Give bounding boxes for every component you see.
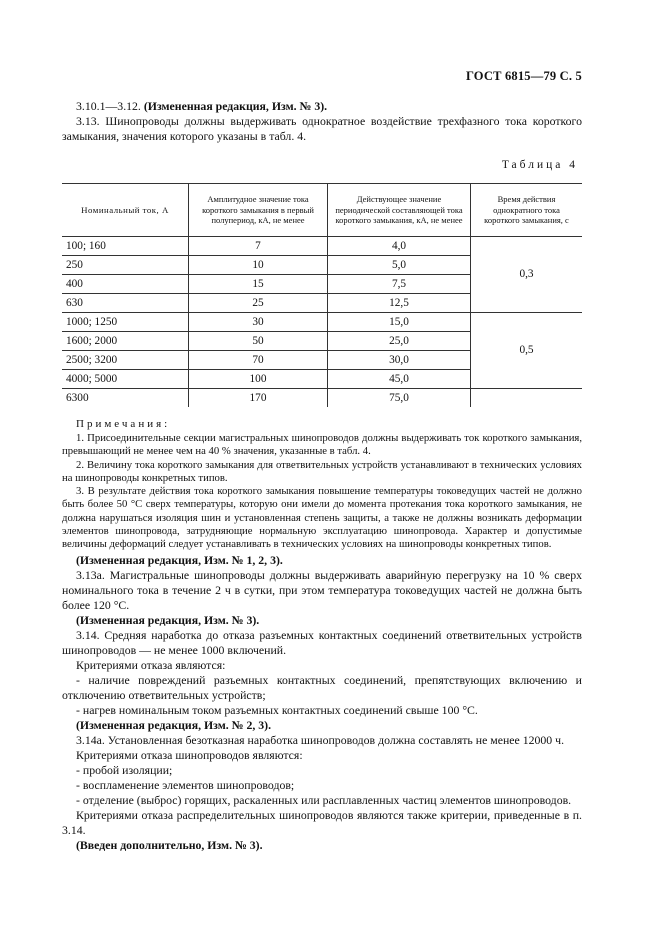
cell-effective: 30,0	[328, 351, 471, 370]
table-row	[62, 389, 582, 408]
page-header: ГОСТ 6815—79 С. 5	[465, 69, 582, 83]
cell-effective: 5,0	[328, 256, 471, 275]
cell-current: 630	[62, 294, 189, 313]
cell-amplitude: 70	[189, 351, 328, 370]
cell-amplitude: 100	[189, 370, 328, 389]
cell-current: 1000; 1250	[62, 313, 189, 332]
column-header-time: Время действия однократного тока короткого замыкания, с	[471, 184, 583, 237]
criteria-heading: Критериями отказа шинопроводов являются:	[76, 747, 303, 762]
short-circuit-table	[62, 183, 582, 407]
cell-amplitude: 170	[189, 389, 328, 408]
cell-effective: 15,0	[328, 313, 471, 332]
cell-effective: 12,5	[328, 294, 471, 313]
cell-effective: 4,0	[328, 237, 471, 256]
cell-effective: 75,0	[328, 389, 471, 408]
paragraph-3-10-1	[62, 99, 582, 114]
revision-note: (Измененная редакция, Изм. № 1, 2, 3).	[76, 552, 283, 567]
cell-current: 100; 160	[62, 237, 189, 256]
column-header-nominal-current: Номинальный ток, А	[62, 184, 189, 237]
cell-amplitude: 15	[189, 275, 328, 294]
cell-time-b: 0,5	[471, 313, 583, 389]
table-row	[62, 313, 582, 332]
criteria-item: - пробой изоляции;	[76, 762, 173, 777]
revision-note: (Измененная редакция, Изм. № 3).	[76, 612, 260, 627]
criteria-item: - нагрев номинальным током разъемных контактных соединений свыше 100 °С.	[76, 702, 478, 717]
criteria-heading: Критериями отказа являются:	[76, 657, 226, 672]
cell-amplitude: 10	[189, 256, 328, 275]
cell-amplitude: 30	[189, 313, 328, 332]
revision-note: (Введен дополнительно, Изм. № 3).	[76, 837, 263, 852]
revision-note: (Измененная редакция, Изм. № 3).	[143, 99, 328, 113]
criteria-item: - наличие повреждений разъемных контактных соединений, препятствующих включению и отключению ответвительных устройств;	[62, 672, 582, 702]
cell-effective: 25,0	[328, 332, 471, 351]
column-header-effective: Действующее значение периодической составляющей тока короткого замыкания, кА, не менее	[328, 184, 471, 237]
notes-title: Примечания:	[76, 418, 171, 430]
cell-amplitude: 25	[189, 294, 328, 313]
note-2: 2. Величину тока короткого замыкания для ответвительных устройств устанавливают в технических условиях на шинопроводы конкретных типов.	[62, 458, 582, 484]
cell-current: 4000; 5000	[62, 370, 189, 389]
paragraph-3-13: 3.13. Шинопроводы должны выдерживать однократное воздействие трехфазного тока короткого замыкания, значения которого указаны в табл. 4.	[62, 114, 582, 143]
paragraph-3-13a: 3.13а. Магистральные шинопроводы должны выдерживать аварийную перегрузку на 10 % сверх номинального тока в течение 2 ч в сутки, при этом температура токоведущих частей не должна быть более 120 °С.	[62, 567, 582, 612]
criteria-item: - отделение (выброс) горящих, раскаленных или расплавленных частиц элементов шинопроводов.	[76, 792, 572, 807]
table-row	[62, 237, 582, 256]
cell-time-a: 0,3	[471, 237, 583, 313]
note-1: 1. Присоединительные секции магистральных шинопроводов должны выдерживать ток короткого замыкания, превышающий не менее чем на 40 % значения, указанные в табл. 4.	[62, 432, 582, 458]
criteria-paragraph: Критериями отказа распределительных шинопроводов являются также критерии, приведенные в п. 3.14.	[62, 807, 582, 837]
cell-current: 250	[62, 256, 189, 275]
column-header-amplitude: Амплитудное значение тока короткого замыкания в первый полупериод, кА, не менее	[189, 184, 328, 237]
cell-current: 1600; 2000	[62, 332, 189, 351]
section-ref: 3.10.1—3.12.	[76, 99, 141, 113]
paragraph-3-14: 3.14. Средняя наработка до отказа разъемных контактных соединений ответвительных устройств шинопроводов — не менее 1000 включений.	[62, 627, 582, 657]
cell-current: 6300	[66, 391, 89, 404]
cell-amplitude: 50	[189, 332, 328, 351]
note-3: 3. В результате действия тока короткого замыкания повышение температуры токоведущих частей не должно быть более 50 °С сверх температуры, которую они имели до момента протекания тока короткого замыкания, не должна нарушаться изоляция шин и установленная степень защиты, а также не должны возникать деформации элементов шинопровода, затрудняющие нормальную эксплуатацию шинопровода. Характер и допустимые величины деформаций следует устанавливать в технических условиях на шинопроводы конкретных типов.	[62, 485, 582, 551]
table-caption: Таблица 4	[501, 159, 578, 171]
criteria-item: - воспламенение элементов шинопроводов;	[76, 777, 295, 792]
paragraph-3-14a: 3.14а. Установленная безотказная наработка шинопроводов должна составлять не менее 12000 ч.	[76, 732, 565, 747]
revision-note: (Измененная редакция, Изм. № 2, 3).	[76, 717, 272, 732]
cell-current: 400	[62, 275, 189, 294]
cell-effective: 7,5	[328, 275, 471, 294]
cell-time-empty	[471, 389, 583, 408]
cell-current: 2500; 3200	[62, 351, 189, 370]
document-body	[62, 99, 582, 853]
cell-effective: 45,0	[328, 370, 471, 389]
cell-amplitude: 7	[189, 237, 328, 256]
